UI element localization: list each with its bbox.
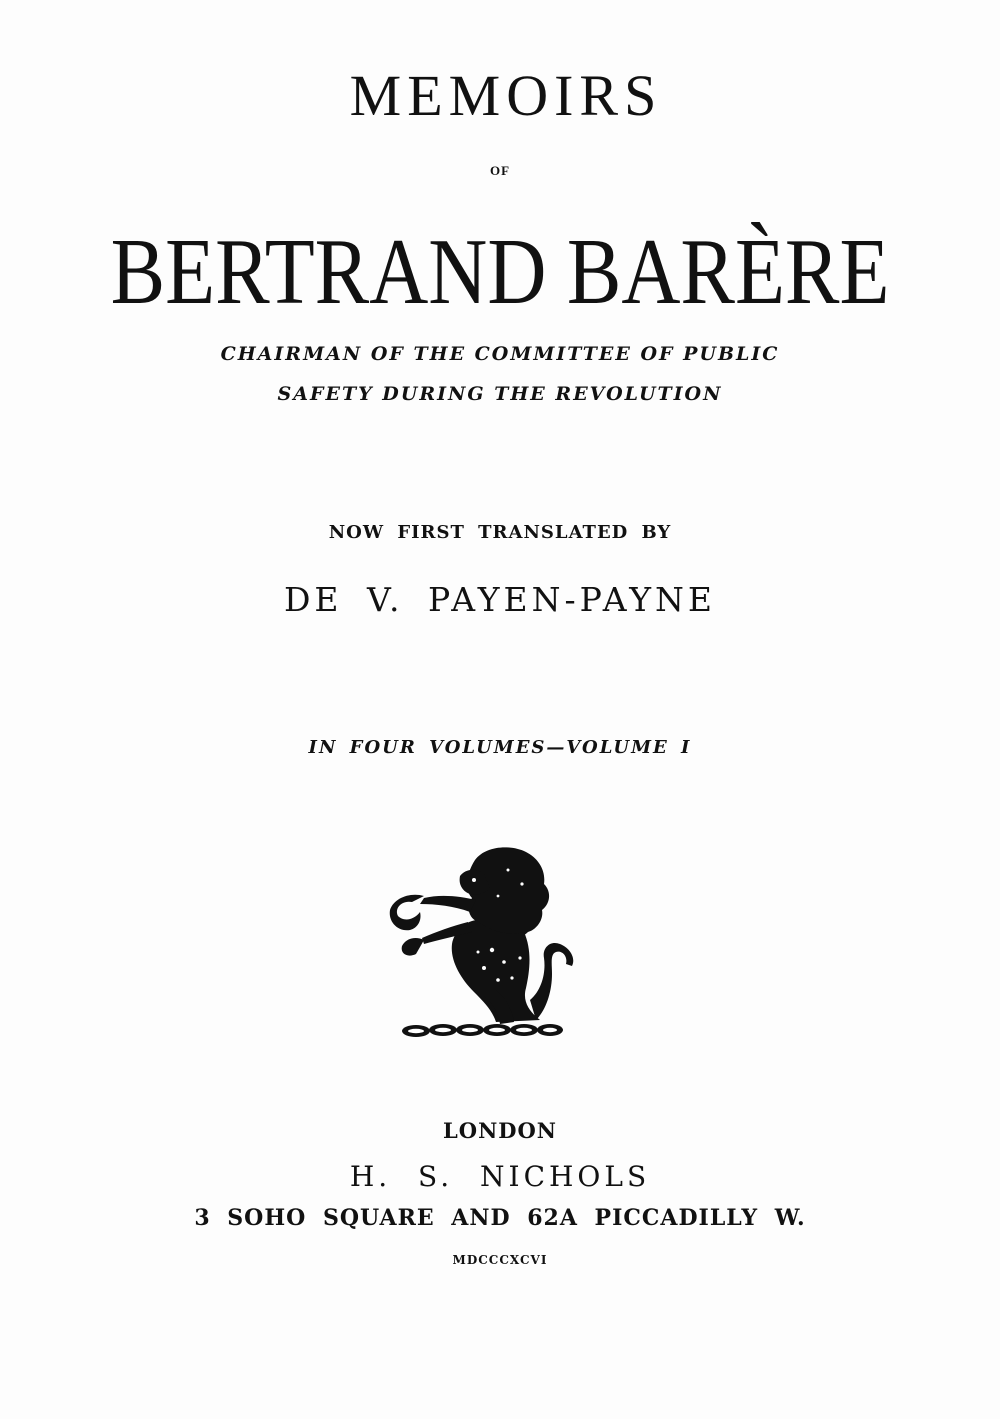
translated-by-line: NOW FIRST TRANSLATED BY (328, 522, 672, 543)
translator-name: DE V. PAYEN-PAYNE (283, 580, 717, 619)
publisher-name: H. S. NICHOLS (349, 1160, 651, 1193)
publication-year: MDCCCXCVI (452, 1253, 548, 1267)
rampant-lion-icon (380, 840, 590, 1040)
imprint-city: LONDON (443, 1118, 557, 1143)
title-connector: OF (489, 163, 511, 178)
volume-info: IN FOUR VOLUMES—VOLUME I (308, 737, 692, 758)
subtitle-line-1: CHAIRMAN OF THE COMMITTEE OF PUBLIC (220, 343, 780, 365)
torse-base (402, 1024, 563, 1037)
book-title: MEMOIRS (349, 63, 663, 128)
lion-figure (390, 847, 574, 1024)
subtitle-line-2: SAFETY DURING THE REVOLUTION (277, 383, 723, 405)
author-name: BERTRAND BARÈRE (110, 220, 890, 324)
publisher-address: 3 SOHO SQUARE AND 62A PICCADILLY W. (194, 1205, 806, 1231)
